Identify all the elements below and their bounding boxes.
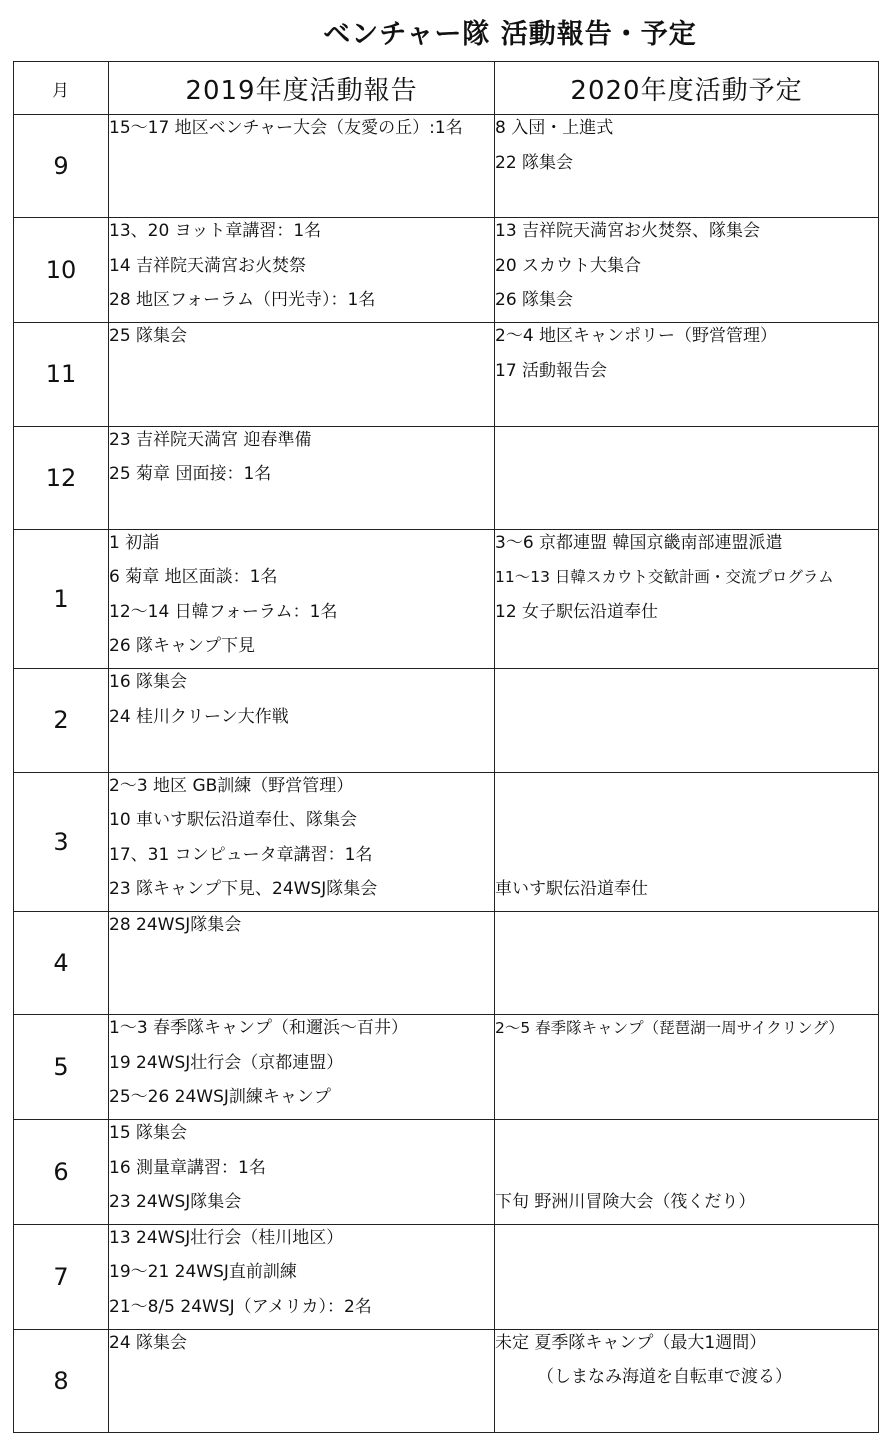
plan-entry: 2～5 春季隊キャンプ（琵琶湖一周サイクリング） [495, 1019, 844, 1038]
table-row [14, 1015, 879, 1120]
report-entry: 23 24WSJ隊集会 [109, 1192, 242, 1213]
plan-cell [495, 1015, 879, 1120]
report-entry: 24 桂川クリーン大作戦 [109, 706, 289, 727]
report-cell [109, 426, 495, 529]
month-cell: 11 [14, 323, 109, 426]
plan-entry: 2～4 地区キャンポリー（野営管理） [495, 326, 778, 347]
plan-entry: 20 スカウト大集合 [495, 255, 642, 276]
month-cell: 2 [14, 669, 109, 772]
table-row [14, 426, 879, 529]
month-cell: 7 [14, 1224, 109, 1329]
plan-entry: （しまなみ海道を自転車で渡る） [537, 1367, 792, 1388]
plan-cell [495, 911, 879, 1014]
report-entry: 28 24WSJ隊集会 [109, 914, 242, 935]
report-cell [109, 323, 495, 426]
table-row [14, 669, 879, 772]
plan-cell [495, 115, 879, 218]
table-row [14, 911, 879, 1014]
table-header-row [14, 62, 879, 115]
month-cell: 9 [14, 115, 109, 218]
report-entry: 25 菊章 団面接：1名 [109, 464, 272, 485]
report-cell [109, 218, 495, 323]
plan-cell [495, 1329, 879, 1432]
report-entry: 1～3 春季隊キャンプ（和邇浜～百井） [109, 1018, 409, 1039]
table-row [14, 218, 879, 323]
plan-entry: 17 活動報告会 [495, 360, 608, 381]
report-entry: 25 隊集会 [109, 326, 188, 347]
report-cell [109, 1224, 495, 1329]
month-cell: 4 [14, 911, 109, 1014]
report-entry: 26 隊キャンプ下見 [109, 636, 256, 657]
report-cell [109, 115, 495, 218]
plan-cell [495, 218, 879, 323]
report-entry: 10 車いす駅伝沿道奉仕、隊集会 [109, 810, 358, 831]
plan-entry: 12 女子駅伝沿道奉仕 [495, 601, 659, 622]
report-entry: 6 菊章 地区面談：1名 [109, 567, 278, 588]
plan-cell [495, 772, 879, 911]
plan-cell [495, 1120, 879, 1225]
report-cell [109, 1120, 495, 1225]
report-cell [109, 772, 495, 911]
report-entry: 15～17 地区ベンチャー大会（友愛の丘）:1名 [109, 118, 463, 139]
report-entry: 16 隊集会 [109, 672, 188, 693]
plan-entry: 22 隊集会 [495, 152, 574, 173]
report-entry: 12～14 日韓フォーラム：1名 [109, 601, 338, 622]
month-cell: 1 [14, 529, 109, 668]
plan-entry: 26 隊集会 [495, 290, 574, 311]
month-cell: 3 [14, 772, 109, 911]
report-cell [109, 1015, 495, 1120]
plan-entry: 3～6 京都連盟 韓国京畿南部連盟派遣 [495, 532, 783, 553]
month-cell: 8 [14, 1329, 109, 1432]
plan-entry: 13 吉祥院天満宮お火焚祭、隊集会 [495, 221, 761, 242]
report-entry: 2～3 地区 GB訓練（野営管理） [109, 775, 354, 796]
plan-entry: 下旬 野洲川冒険大会（筏くだり） [495, 1192, 756, 1213]
table-row [14, 323, 879, 426]
plan-cell [495, 529, 879, 668]
report-column-header: 2019年度活動報告 [109, 62, 495, 115]
report-entry: 28 地区フォーラム（円光寺）：1名 [109, 290, 376, 311]
table-row [14, 1329, 879, 1432]
report-entry: 16 測量章講習：1名 [109, 1157, 266, 1178]
report-entry: 15 隊集会 [109, 1123, 188, 1144]
report-entry: 19～21 24WSJ直前訓練 [109, 1262, 297, 1283]
month-cell: 10 [14, 218, 109, 323]
table-row [14, 1224, 879, 1329]
report-entry: 13、20 ヨット章講習：1名 [109, 221, 322, 242]
plan-entry: 11～13 日韓スカウト交歓計画・交流プログラム [495, 568, 834, 587]
plan-entry [495, 842, 878, 877]
plan-cell [495, 323, 879, 426]
plan-entry: 8 入団・上進式 [495, 118, 614, 139]
table-row [14, 529, 879, 668]
table-row [14, 1120, 879, 1225]
plan-column-header: 2020年度活動予定 [495, 62, 879, 115]
page-title: ベンチャー隊 活動報告・予定 [323, 19, 697, 50]
report-cell [109, 1329, 495, 1432]
report-entry: 23 隊キャンプ下見、24WSJ隊集会 [109, 879, 378, 900]
report-entry: 21～8/5 24WSJ（アメリカ）：2名 [109, 1296, 372, 1317]
report-entry: 25～26 24WSJ訓練キャンプ [109, 1087, 331, 1108]
report-entry: 19 24WSJ壮行会（京都連盟） [109, 1052, 344, 1073]
activity-table [13, 61, 879, 1433]
report-entry: 1 初詣 [109, 532, 160, 553]
plan-entry: 車いす駅伝沿道奉仕 [495, 879, 648, 900]
table-row [14, 115, 879, 218]
plan-entry [495, 773, 878, 808]
plan-entry: 未定 夏季隊キャンプ（最大1週間） [495, 1332, 767, 1353]
month-cell: 12 [14, 426, 109, 529]
report-entry: 14 吉祥院天満宮お火焚祭 [109, 255, 307, 276]
table-row [14, 772, 879, 911]
report-cell [109, 911, 495, 1014]
plan-cell [495, 1224, 879, 1329]
report-entry: 24 隊集会 [109, 1332, 188, 1353]
report-entry: 23 吉祥院天満宮 迎春準備 [109, 429, 312, 450]
plan-cell [495, 426, 879, 529]
report-cell [109, 669, 495, 772]
plan-entry [495, 807, 878, 842]
report-entry: 17、31 コンピュータ章講習：1名 [109, 844, 373, 865]
month-cell: 5 [14, 1015, 109, 1120]
plan-entry [495, 1155, 878, 1190]
report-entry: 13 24WSJ壮行会（桂川地区） [109, 1227, 344, 1248]
month-column-header: 月 [14, 62, 109, 115]
plan-entry [495, 1120, 878, 1155]
plan-cell [495, 669, 879, 772]
report-cell [109, 529, 495, 668]
month-cell: 6 [14, 1120, 109, 1225]
